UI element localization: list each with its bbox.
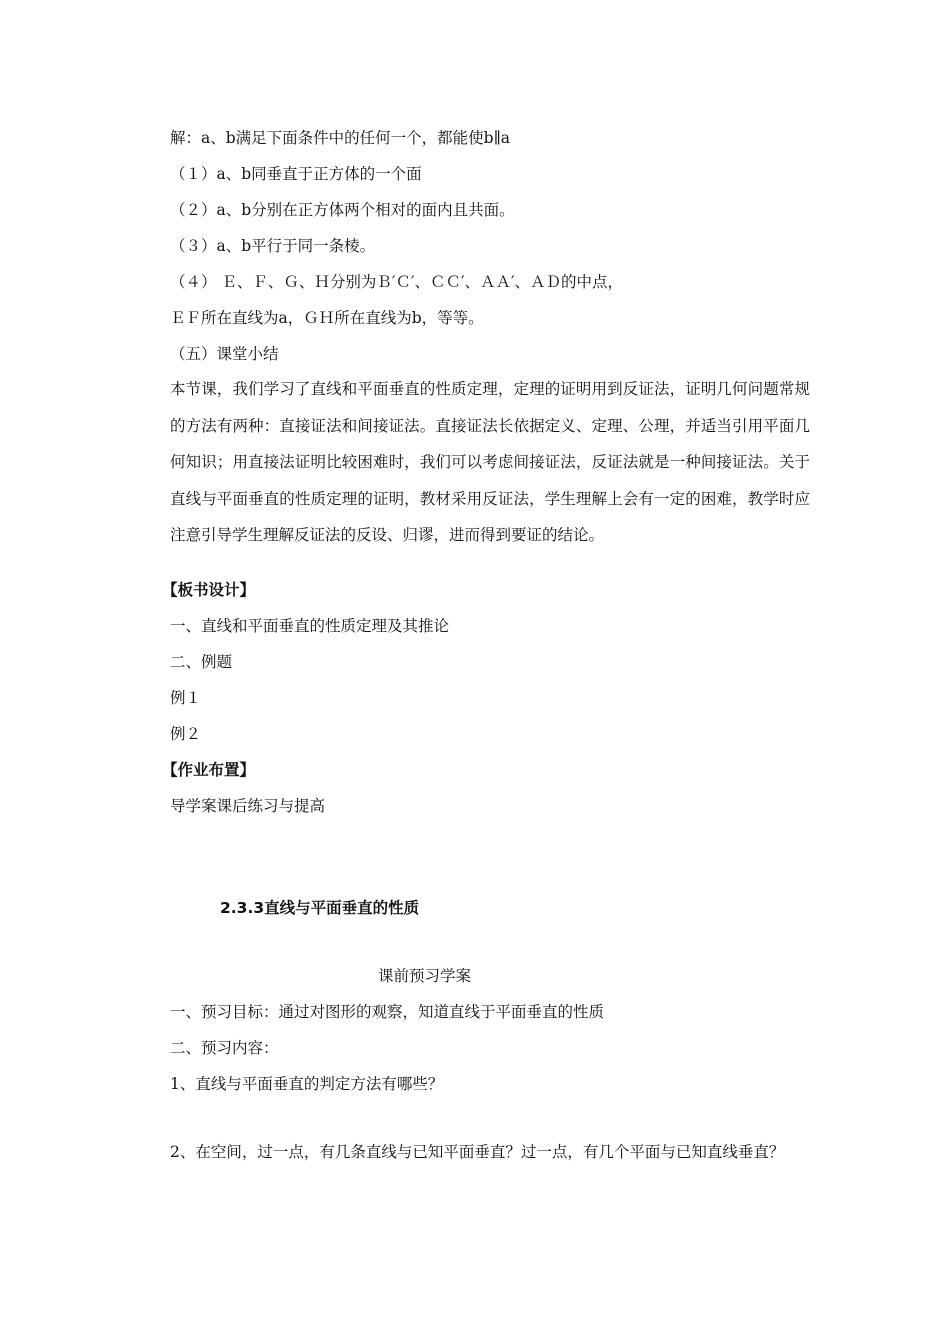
solution-item-3: （３）a、b平行于同一条棱。	[170, 237, 376, 255]
board-item-2: 二、例题	[170, 653, 233, 671]
board-item-4: 例２	[170, 725, 202, 743]
solution-item-5: ＥＦ所在直线为a，ＧＨ所在直线为b，等等。	[170, 309, 484, 327]
question-2: 2、在空间，过一点，有几条直线与已知平面垂直？过一点，有几个平面与已知直线垂直？	[170, 1143, 785, 1161]
solution-item-1: （１）a、b同垂直于正方体的一个面	[170, 165, 422, 183]
homework-heading: 【作业布置】	[162, 761, 256, 779]
preview-goal: 一、预习目标：通过对图形的观察，知道直线于平面垂直的性质	[170, 1003, 605, 1021]
question-1: 1、直线与平面垂直的判定方法有哪些？	[170, 1075, 444, 1093]
board-item-3: 例１	[170, 689, 202, 707]
preview-content-heading: 二、预习内容：	[170, 1039, 279, 1057]
board-heading: 【板书设计】	[162, 581, 256, 599]
board-item-1: 一、直线和平面垂直的性质定理及其推论	[170, 617, 450, 635]
summary-heading: （五）课堂小结	[170, 345, 279, 363]
solution-item-2: （２）a、b分别在正方体两个相对的面内且共面。	[170, 201, 515, 219]
homework-text: 导学案课后练习与提高	[170, 797, 326, 815]
section-title: 2.3.3直线与平面垂直的性质	[220, 899, 420, 917]
solution-item-4: （４） Ｅ、Ｆ、Ｇ、Ｈ分别为Ｂ′Ｃ′、ＣＣ′、ＡＡ′、ＡＤ的中点，	[170, 273, 624, 291]
solution-intro: 解：a、b满足下面条件中的任何一个，都能使b∥a	[170, 129, 510, 147]
summary-paragraph: 本节课，我们学习了直线和平面垂直的性质定理，定理的证明用到反证法，证明几何问题常规的方法有两种：直接证法和间接证法。直接证法长依据定义、定理、公理，并适当引用平面几何知识；用直接法证明比较困难时，我们可以考虑间接证法，反证法就是一种间接证法。关于直线与平面垂直的性质定理的证明，教材采用反证法，学生理解上会有一定的困难，教学时应注意引导学生理解反证法的反设、归谬，进而得到要证的结论。	[170, 380, 810, 544]
section-subtitle: 课前预习学案	[378, 967, 472, 985]
